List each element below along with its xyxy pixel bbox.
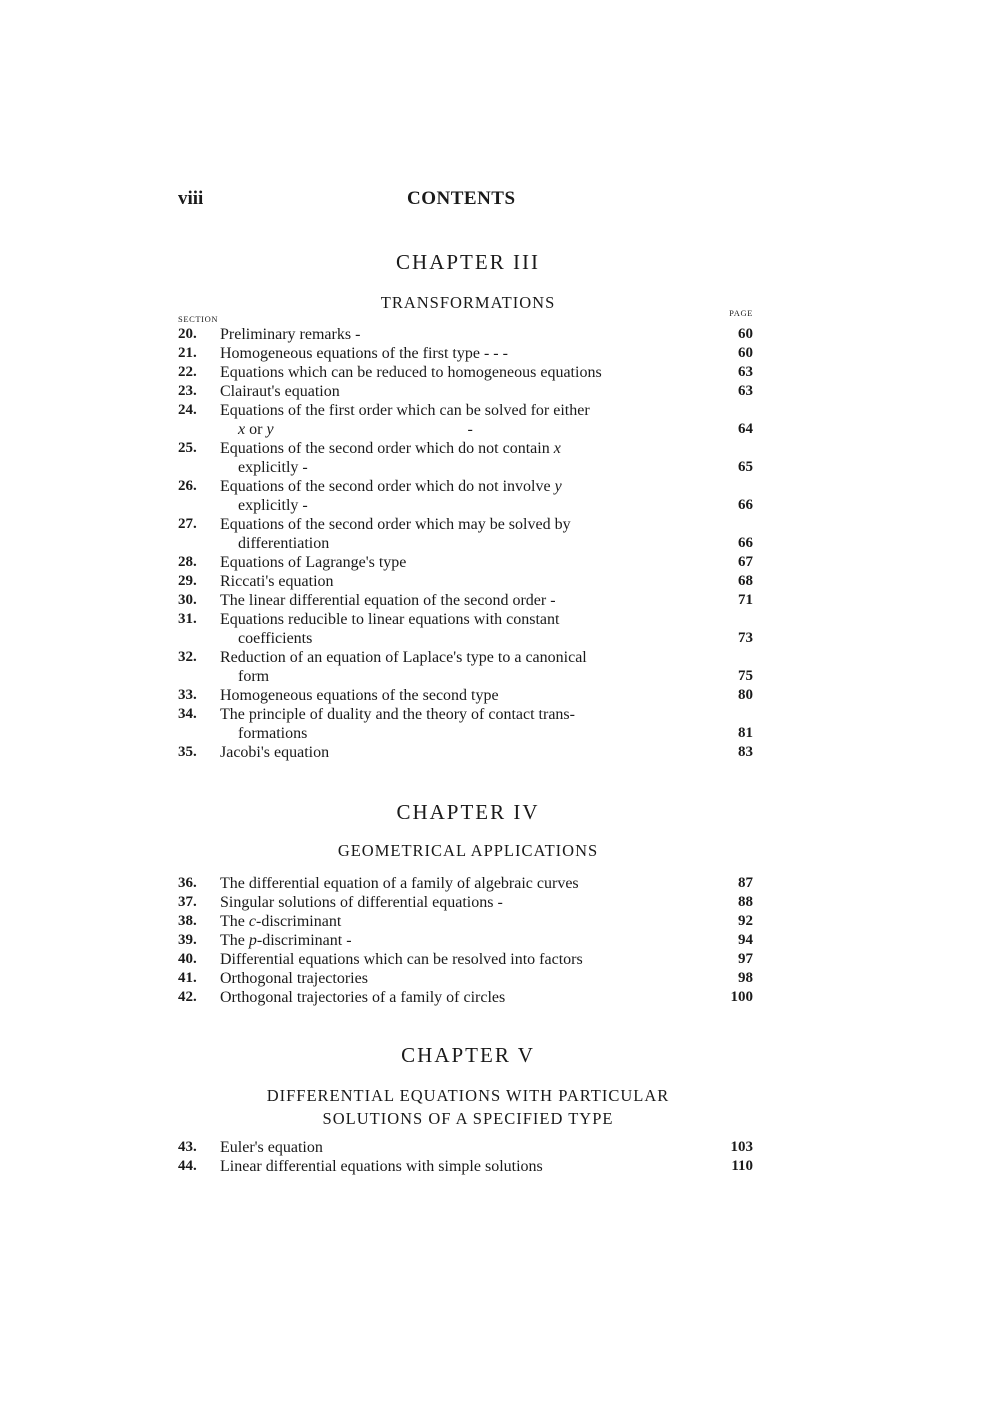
toc-entry[interactable] [178, 477, 753, 515]
chapter-v-entries [178, 1138, 753, 1176]
toc-entry[interactable] [178, 912, 753, 931]
page-column-label: PAGE [729, 308, 753, 318]
page-ref: 103 [730, 1139, 753, 1155]
title-text: -discriminant - [256, 932, 352, 949]
math-variable: y [266, 421, 274, 438]
section-number: 31. [178, 611, 197, 627]
page-ref: 88 [738, 894, 753, 910]
page-ref: 98 [738, 970, 753, 986]
entry-title: Homogeneous equations of the second type [220, 687, 499, 704]
toc-entry[interactable] [178, 648, 753, 686]
math-variable: x [553, 440, 561, 457]
entry-title [220, 401, 698, 439]
page-ref: 65 [738, 459, 753, 475]
title-text: -discriminant [255, 913, 342, 930]
page-ref: 75 [738, 668, 753, 684]
title-line-1: Equations reducible to linear equations with constant [220, 611, 560, 628]
entry-title: Clairaut's equation [220, 383, 340, 400]
entry-title [220, 515, 698, 553]
section-number: 38. [178, 913, 197, 929]
title-line-2: coefficients [238, 630, 313, 647]
page-ref: 63 [738, 383, 753, 399]
section-number: 34. [178, 706, 197, 722]
toc-entry[interactable] [178, 969, 753, 988]
title-line-1: The principle of duality and the theory of contact trans- [220, 706, 575, 723]
page-ref: 94 [738, 932, 753, 948]
page-ref: 92 [738, 913, 753, 929]
toc-entry[interactable] [178, 1138, 753, 1157]
section-number: 26. [178, 478, 197, 494]
entry-title: Equations of Lagrange's type [220, 554, 407, 571]
section-number: 37. [178, 894, 197, 910]
section-number: 44. [178, 1158, 197, 1174]
title-line-1 [220, 440, 561, 457]
chapter-title: CHAPTER IV [396, 800, 540, 824]
page-ref: 87 [738, 875, 753, 891]
title-text: Equations of the second order which do not contain [220, 440, 554, 457]
entry-title [220, 912, 698, 931]
entry-title: Jacobi's equation [220, 744, 330, 761]
title-text: The [220, 932, 249, 949]
page-ref: 68 [738, 573, 753, 589]
title-line-1: Reduction of an equation of Laplace's type to a canonical [220, 649, 587, 666]
chapter-v-heading [178, 1043, 758, 1130]
chapter-subtitle-line-1: DIFFERENTIAL EQUATIONS WITH PARTICULAR [266, 1086, 670, 1105]
entry-title: Equations which can be reduced to homogeneous equations [220, 364, 602, 381]
section-number: 25. [178, 440, 197, 456]
page-ref: 71 [738, 592, 753, 608]
entry-title: Preliminary remarks - [220, 326, 361, 343]
title-line-1: Equations of the first order which can be solved for either [220, 402, 590, 419]
entry-title [220, 610, 698, 648]
section-number: 35. [178, 744, 197, 760]
toc-entry[interactable] [178, 325, 753, 344]
toc-entry[interactable] [178, 950, 753, 969]
toc-entry[interactable] [178, 705, 753, 743]
page-ref: 63 [738, 364, 753, 380]
section-number: 22. [178, 364, 197, 380]
toc-entry[interactable] [178, 363, 753, 382]
title-line-1 [220, 478, 562, 495]
toc-entry[interactable] [178, 515, 753, 553]
chapter-iii-entries [178, 325, 753, 762]
chapter-title: CHAPTER V [401, 1043, 535, 1067]
entry-title: Euler's equation [220, 1139, 323, 1156]
section-number: 24. [178, 402, 197, 418]
toc-entry[interactable] [178, 439, 753, 477]
chapter-iv-entries [178, 874, 753, 1007]
section-number: 30. [178, 592, 197, 608]
toc-entry[interactable] [178, 591, 753, 610]
entry-title [220, 648, 698, 686]
section-number: 23. [178, 383, 197, 399]
title-line-1: Equations of the second order which may be solved by [220, 516, 571, 533]
entry-title [220, 439, 698, 477]
math-variable: p [248, 932, 257, 949]
toc-entry[interactable] [178, 874, 753, 893]
toc-entry[interactable] [178, 893, 753, 912]
section-number: 43. [178, 1139, 197, 1155]
title-line-2: differentiation [238, 535, 330, 552]
chapter-iii-heading [178, 250, 758, 314]
page-ref: 80 [738, 687, 753, 703]
section-number: 41. [178, 970, 197, 986]
page-ref: 64 [738, 421, 753, 437]
title-text: - [463, 421, 473, 438]
entry-title: Orthogonal trajectories [220, 970, 368, 987]
toc-entry[interactable] [178, 382, 753, 401]
page-ref: 100 [730, 989, 753, 1005]
title-line-2: form [238, 668, 270, 685]
entry-title: Homogeneous equations of the first type - - - [220, 345, 508, 362]
entry-title [220, 477, 698, 515]
title-text: or [245, 421, 267, 438]
section-number: 20. [178, 326, 197, 342]
entry-title: The differential equation of a family of algebraic curves [220, 875, 579, 892]
toc-entry[interactable] [178, 988, 753, 1007]
entry-title: Differential equations which can be resolved into factors [220, 951, 583, 968]
section-number: 36. [178, 875, 197, 891]
section-number: 32. [178, 649, 197, 665]
chapter-subtitle [178, 1084, 758, 1130]
chapter-subtitle-line-2: SOLUTIONS OF A SPECIFIED TYPE [322, 1109, 614, 1128]
page-heading: CONTENTS [407, 188, 516, 209]
math-variable: y [554, 478, 562, 495]
chapter-subtitle: TRANSFORMATIONS [380, 293, 556, 312]
section-column-label: SECTION [178, 314, 219, 324]
chapter-iv-heading [178, 800, 758, 862]
page-ref: 60 [738, 345, 753, 361]
page-ref: 73 [738, 630, 753, 646]
chapter-subtitle: GEOMETRICAL APPLICATIONS [337, 841, 599, 860]
section-number: 21. [178, 345, 197, 361]
title-line-2: formations [238, 725, 308, 742]
page-ref: 97 [738, 951, 753, 967]
math-variable: x [238, 421, 246, 438]
section-number: 39. [178, 932, 197, 948]
entry-title: Orthogonal trajectories of a family of circles [220, 989, 506, 1006]
math-variable: c [248, 913, 256, 930]
section-number: 42. [178, 989, 197, 1005]
toc-entry[interactable] [178, 743, 753, 762]
toc-entry[interactable] [178, 1157, 753, 1176]
entry-title: The linear differential equation of the second order - [220, 592, 556, 609]
entry-title [220, 705, 698, 743]
chapter-title: CHAPTER III [396, 250, 540, 274]
toc-entry[interactable] [178, 931, 753, 950]
title-line-2: explicitly - [238, 459, 308, 476]
toc-entry[interactable] [178, 686, 753, 705]
page-ref: 60 [738, 326, 753, 342]
section-number: 33. [178, 687, 197, 703]
title-line-2: explicitly - [238, 497, 308, 514]
entry-title: Riccati's equation [220, 573, 334, 590]
toc-entry[interactable] [178, 401, 753, 439]
section-number: 28. [178, 554, 197, 570]
page-ref: 83 [738, 744, 753, 760]
page-ref: 81 [738, 725, 753, 741]
toc-entry[interactable] [178, 610, 753, 648]
toc-entry[interactable] [178, 572, 753, 591]
title-line-2 [220, 420, 698, 439]
page-ref: 110 [731, 1158, 753, 1174]
toc-entry[interactable] [178, 553, 753, 572]
entry-title: Linear differential equations with simple solutions [220, 1158, 543, 1175]
page-ref: 67 [738, 554, 753, 570]
page-ref: 66 [738, 535, 753, 551]
title-text: Equations of the second order which do not involve [220, 478, 555, 495]
section-number: 40. [178, 951, 197, 967]
page-ref: 66 [738, 497, 753, 513]
section-number: 27. [178, 516, 197, 532]
toc-entry[interactable] [178, 344, 753, 363]
entry-title [220, 931, 698, 950]
title-text: The [220, 913, 249, 930]
running-head [178, 188, 758, 212]
page-number: viii [178, 188, 204, 209]
entry-title: Singular solutions of differential equations - [220, 894, 503, 911]
section-number: 29. [178, 573, 197, 589]
